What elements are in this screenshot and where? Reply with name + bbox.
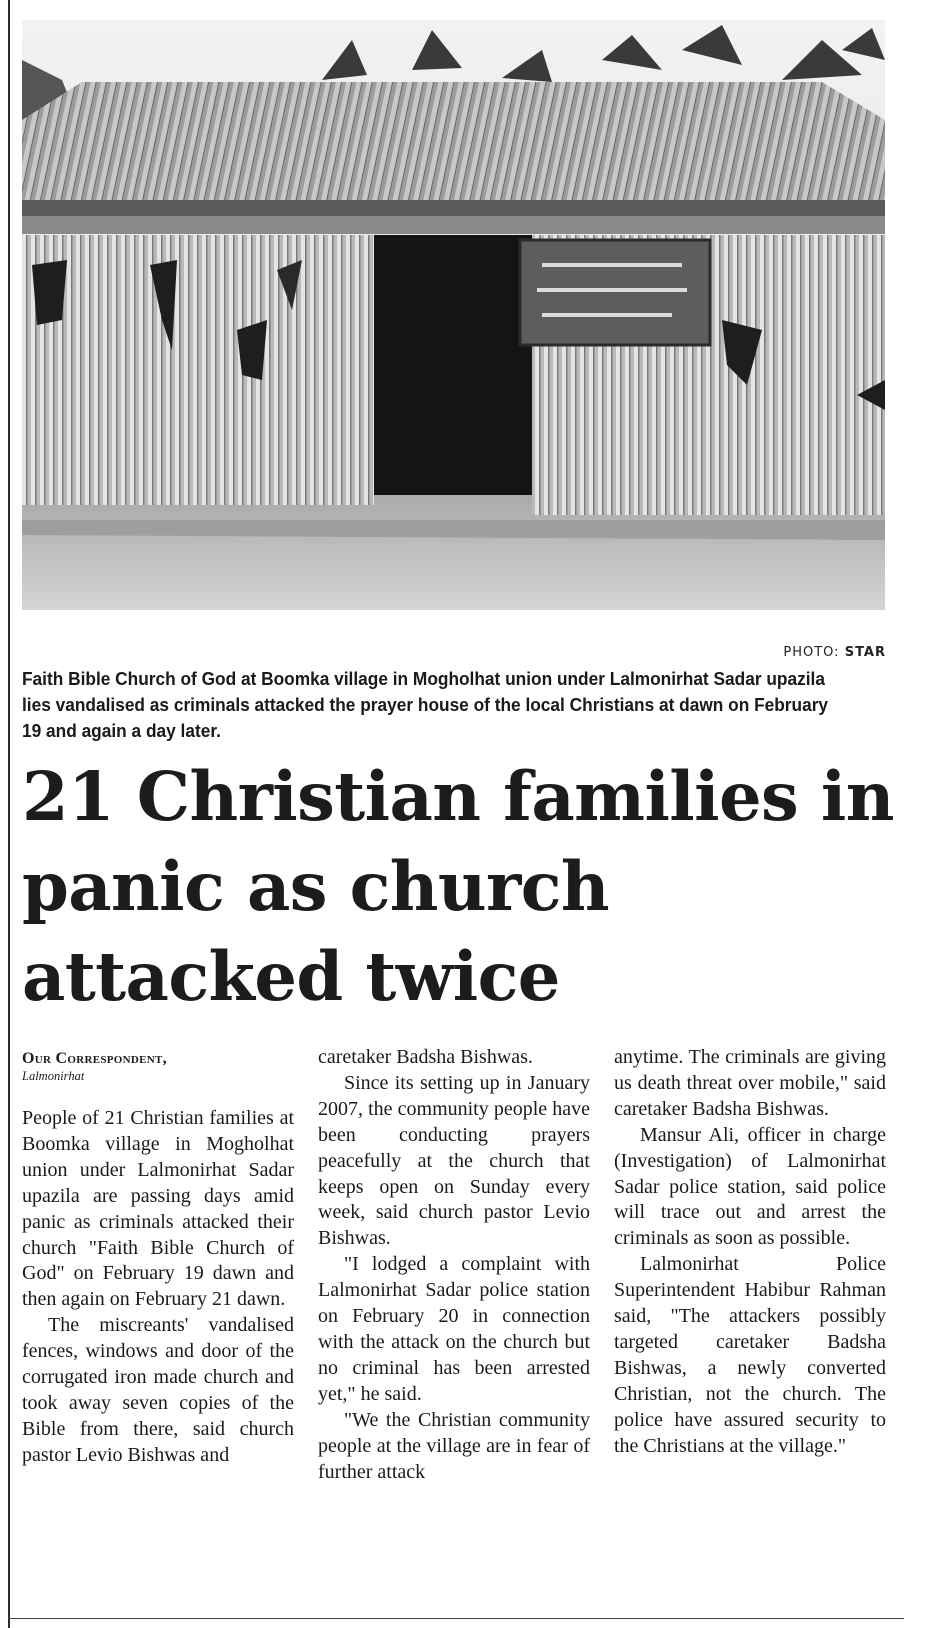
article-column-1 bbox=[22, 1106, 294, 1469]
article-column-2 bbox=[318, 1045, 590, 1485]
headline bbox=[22, 752, 902, 1022]
paragraph: Since its setting up in January 2007, the community people have been conducting prayers peacefully at the church that keeps open on Sunday every week, said church pastor Levio Bishwas. bbox=[318, 1071, 590, 1250]
paragraph: "I lodged a complaint with Lalmonirhat Sadar police station on February 20 in connection with the attack on the church but no criminal has been arrested yet," he said. bbox=[318, 1253, 590, 1405]
paragraph: "We the Christian community people at the village are in fear of further attack bbox=[318, 1408, 590, 1483]
byline-name: Our Correspondent, bbox=[22, 1050, 167, 1067]
photo-credit: PHOTO: STAR bbox=[783, 645, 886, 660]
paragraph: caretaker Badsha Bishwas. bbox=[318, 1046, 533, 1068]
paragraph: The miscreants' vandalised fences, windows and door of the corrugated iron made church and took away seven copies of the Bible from there, said church pastor Levio Bishwas and bbox=[22, 1314, 294, 1466]
headline-line: attacked twice bbox=[22, 937, 560, 1016]
paragraph: Mansur Ali, officer in charge (Investigation) of Lalmonirhat Sadar police station, said police will trace out and arrest the criminals as soon as possible. bbox=[614, 1123, 886, 1250]
headline-line: 21 Christian families in bbox=[22, 757, 894, 836]
byline-place: Lalmonirhat bbox=[22, 1069, 85, 1083]
byline bbox=[22, 1050, 302, 1084]
church-photo bbox=[22, 20, 885, 610]
article-column-3 bbox=[614, 1045, 886, 1460]
left-column-rule bbox=[8, 0, 10, 1628]
paragraph: anytime. The criminals are giving us death threat over mobile," said caretaker Badsha Bishwas. bbox=[614, 1046, 886, 1120]
paragraph: People of 21 Christian families at Boomka village in Mogholhat union under Lalmonirhat Sadar upazila are passing days amid panic as criminals attacked their church "Faith Bible Church of God" on February 19 dawn and then again on February 21 dawn. bbox=[22, 1107, 294, 1311]
bottom-rule bbox=[8, 1618, 904, 1619]
headline-line: panic as church bbox=[22, 847, 610, 926]
paragraph: Lalmonirhat Police Superintendent Habibur Rahman said, "The attackers possibly targeted caretaker Badsha Bishwas, a newly converted Christian, not the church. The police have assured security to the Christians at the village." bbox=[614, 1253, 886, 1457]
photo-caption: Faith Bible Church of God at Boomka village in Mogholhat union under Lalmonirhat Sadar upazila lies vandalised as criminals attacked the prayer house of the local Christians at dawn on February 19 and again a day later. bbox=[22, 668, 829, 741]
